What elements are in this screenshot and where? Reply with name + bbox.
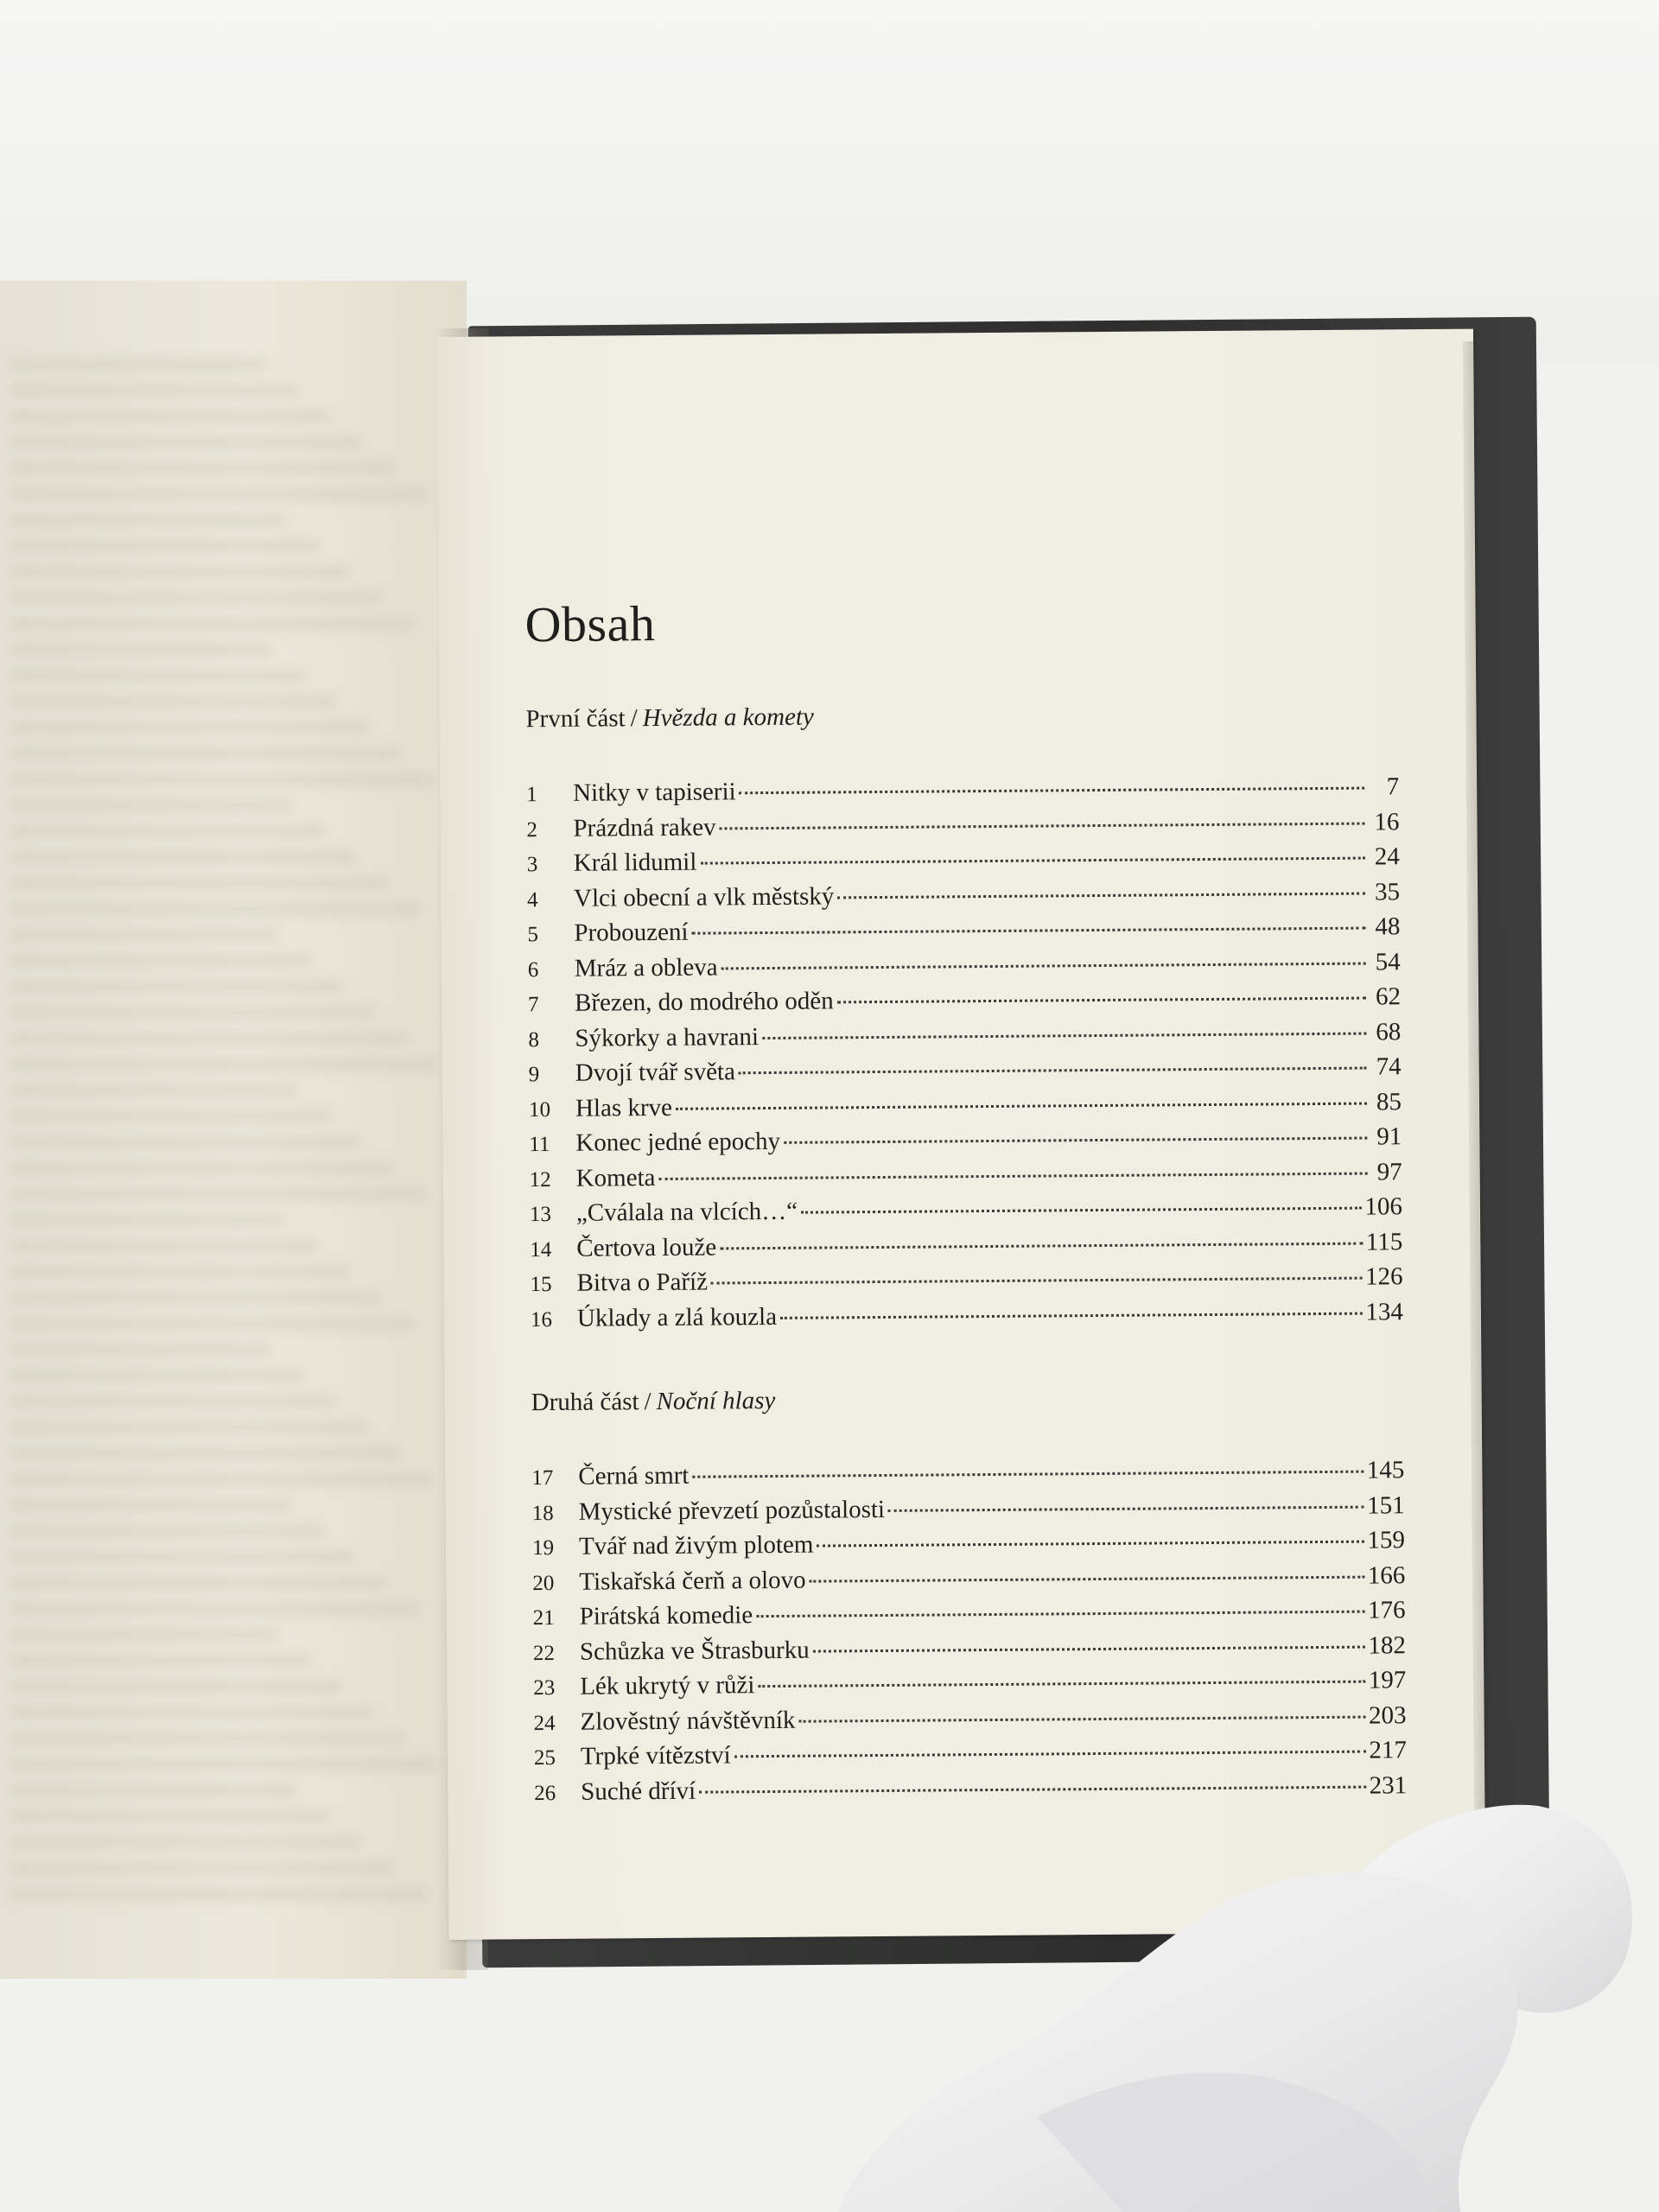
chapter-list [526, 770, 1403, 1337]
blurred-text-line [9, 1084, 299, 1096]
chapter-title: Konec jedné epochy [575, 1127, 781, 1157]
chapter-title: Schůzka ve Štrasburku [579, 1636, 810, 1666]
part-2 [531, 1382, 1408, 1810]
dot-leader [740, 787, 1365, 795]
page-number: 106 [1364, 1192, 1403, 1221]
blurred-text-line [9, 1395, 337, 1408]
chapter-title: Čertova louže [576, 1232, 717, 1262]
blurred-text-line [9, 1681, 343, 1693]
chapter-number: 10 [528, 1097, 551, 1122]
dot-leader [817, 1541, 1363, 1548]
chapter-title: Lék ukrytý v růži [580, 1671, 755, 1700]
blurred-text-line [9, 877, 389, 889]
blurred-text-line [9, 1421, 369, 1433]
chapter-title: Úklady a zlá kouzla [576, 1302, 778, 1332]
page-number: 97 [1376, 1157, 1402, 1185]
blurred-text-line [9, 1758, 439, 1770]
chapter-number: 1 [526, 783, 537, 807]
page-number: 145 [1366, 1456, 1405, 1484]
page-number: 24 [1374, 842, 1400, 871]
blurred-text-line [9, 929, 280, 941]
page-number: 54 [1375, 947, 1401, 976]
toc-entry [531, 1295, 1403, 1337]
right-page [436, 329, 1486, 1940]
blurred-text-line [9, 1499, 292, 1511]
page-number: 197 [1368, 1666, 1407, 1694]
dot-leader [700, 857, 1364, 865]
blurred-text-line [9, 1033, 408, 1045]
chapter-number: 19 [531, 1535, 555, 1560]
dot-leader [888, 1505, 1363, 1511]
chapter-number: 5 [527, 923, 539, 947]
blurred-text-line [9, 410, 332, 423]
dot-leader [720, 822, 1365, 830]
chapter-title: Trpké vítězství [580, 1741, 731, 1770]
page-number: 62 [1375, 982, 1402, 1011]
part-separator: / [630, 704, 638, 733]
part-1 [525, 698, 1403, 1337]
page-number: 176 [1367, 1596, 1406, 1624]
chapter-title: Pirátská komedie [579, 1601, 753, 1630]
blurred-text-line [9, 488, 428, 500]
blurred-text-line [9, 1655, 311, 1667]
blurred-text-line [9, 903, 421, 915]
chapter-number: 17 [531, 1465, 554, 1491]
blurred-text-line [9, 1836, 362, 1848]
blurred-text-line [9, 1162, 395, 1174]
chapter-number: 13 [529, 1202, 552, 1227]
page-number: 68 [1376, 1017, 1402, 1046]
blurred-text-line [9, 1058, 440, 1071]
part-subtitle: Hvězda a komety [642, 702, 814, 733]
chapter-number: 12 [529, 1167, 551, 1192]
blurred-text-line [9, 1732, 407, 1745]
dot-leader [711, 1277, 1362, 1285]
dot-leader [720, 1242, 1363, 1249]
blurred-text-line [9, 981, 344, 993]
blurred-text-line [9, 1577, 388, 1589]
blurred-text-line [9, 1603, 420, 1615]
chapter-number: 24 [533, 1711, 556, 1735]
chapter-title: Hlas krve [575, 1093, 673, 1122]
chapter-title: Tvář nad živým plotem [578, 1530, 814, 1560]
blurred-text-line [9, 385, 300, 397]
dot-leader [837, 892, 1365, 899]
dot-leader [699, 1785, 1366, 1793]
chapter-number: 25 [533, 1745, 556, 1770]
part-label: První část [525, 704, 626, 734]
chapter-title: Březen, do modrého oděn [574, 987, 834, 1017]
dot-leader [721, 962, 1366, 969]
dot-leader [658, 1172, 1367, 1179]
chapter-number: 26 [534, 1781, 556, 1805]
chapter-number: 9 [528, 1063, 540, 1087]
blurred-text-line [9, 696, 338, 708]
chapter-title: Kometa [575, 1163, 656, 1192]
blurred-text-line [9, 644, 274, 656]
chapter-title: Dvojí tvář světa [575, 1058, 736, 1087]
dot-leader [756, 1611, 1364, 1618]
blurred-text-line [9, 436, 364, 448]
dot-leader [813, 1645, 1365, 1652]
chapter-title: Král lidumil [573, 848, 697, 877]
blurred-text-line [9, 1888, 426, 1900]
part-heading [531, 1382, 1404, 1417]
blurred-text-line [9, 1370, 305, 1382]
blurred-text-line [9, 721, 370, 734]
chapter-number: 7 [527, 993, 539, 1017]
page-number: 182 [1368, 1630, 1407, 1660]
blurred-text-line [9, 462, 396, 474]
dot-leader [676, 1102, 1367, 1109]
chapter-number: 2 [526, 817, 538, 842]
blurred-text-line [9, 1318, 414, 1330]
blurred-text-line [9, 540, 319, 552]
blurred-text-line [9, 1188, 427, 1200]
chapter-title: Sýkorky a havrani [575, 1022, 760, 1052]
part-heading [525, 698, 1398, 734]
blurred-text-line [9, 1447, 401, 1459]
chapter-number: 6 [527, 957, 539, 982]
chapter-title: Mráz a obleva [574, 952, 718, 982]
dot-leader [758, 1681, 1364, 1688]
blurred-text-line [9, 1136, 363, 1148]
blurred-text-line [9, 1525, 324, 1537]
part-subtitle: Noční hlasy [656, 1386, 776, 1416]
dot-leader [739, 1067, 1367, 1075]
page-number: 74 [1376, 1052, 1402, 1081]
blurred-text-line [9, 1007, 376, 1019]
blurred-text-line [9, 851, 357, 863]
chapter-number: 20 [532, 1571, 555, 1595]
dot-leader [837, 997, 1366, 1004]
blurred-text-line [9, 747, 402, 760]
chapter-title: Zlověstný návštěvník [580, 1706, 796, 1736]
toc-entry [534, 1769, 1407, 1810]
chapter-number: 11 [529, 1132, 550, 1157]
blurred-text-line [9, 1110, 331, 1122]
dot-leader [780, 1312, 1362, 1319]
table-of-contents [524, 588, 1407, 1862]
blurred-text-line [9, 1473, 433, 1485]
chapter-number: 14 [530, 1237, 552, 1262]
page-number: 217 [1369, 1736, 1408, 1764]
blurred-text-line [9, 1629, 279, 1641]
blurred-text-line [9, 592, 383, 604]
dot-leader [762, 1032, 1366, 1039]
dot-leader [798, 1715, 1365, 1722]
chapter-title: Vlci obecní a vlk městský [573, 881, 835, 912]
blurred-text-line [9, 1810, 330, 1822]
page-number: 231 [1369, 1770, 1408, 1800]
blurred-text-line [9, 1551, 356, 1563]
dot-leader [734, 1751, 1366, 1758]
blurred-text-line [9, 1214, 286, 1226]
blurred-text-line [9, 566, 351, 578]
dot-leader [784, 1137, 1367, 1144]
blurred-text-line [9, 825, 325, 837]
blurred-text-line [9, 955, 312, 967]
page-number: 115 [1365, 1227, 1403, 1256]
page-number: 16 [1374, 807, 1400, 836]
blurred-text-line [9, 773, 434, 785]
page-number: 48 [1375, 912, 1401, 941]
chapter-title: „Cválala na vlcích…“ [575, 1197, 798, 1227]
blurred-text-line [9, 618, 415, 630]
chapter-title: Mystické převzetí pozůstalosti [578, 1495, 886, 1526]
chapter-number: 3 [526, 853, 538, 877]
chapter-number: 4 [527, 887, 538, 912]
blurred-text-line [9, 670, 306, 682]
page-number: 85 [1376, 1087, 1402, 1116]
chapter-title: Tiskařská čerň a olovo [579, 1566, 806, 1596]
blurred-text-line [9, 514, 287, 526]
chapter-title: Suché dříví [581, 1777, 696, 1806]
page-number: 159 [1367, 1526, 1406, 1554]
part-separator: / [644, 1388, 652, 1416]
blurred-text-line [9, 1266, 350, 1278]
blurred-text-line [9, 1292, 382, 1304]
chapter-number: 15 [530, 1272, 552, 1297]
blurred-text-line [9, 1344, 273, 1356]
page-number: 203 [1368, 1700, 1407, 1730]
page-number: 35 [1374, 877, 1401, 906]
page-number: 166 [1367, 1560, 1406, 1590]
chapter-list [531, 1453, 1407, 1810]
chapter-number: 21 [532, 1605, 555, 1630]
dot-leader [692, 1471, 1363, 1478]
chapter-title: Prázdná rakev [573, 812, 716, 842]
left-page-blurred [0, 281, 467, 1979]
glove-shadow [1037, 2073, 1434, 2212]
page-number: 7 [1386, 772, 1400, 801]
dot-leader [810, 1575, 1364, 1582]
chapter-number: 8 [528, 1027, 539, 1052]
chapter-number: 18 [531, 1501, 554, 1525]
chapter-title: Probouzení [574, 918, 689, 947]
blurred-text-line [9, 1707, 375, 1719]
page-number: 134 [1365, 1297, 1404, 1326]
chapter-title: Černá smrt [578, 1461, 690, 1491]
chapter-number: 16 [530, 1307, 553, 1332]
blurred-text-line [9, 799, 293, 811]
blurred-text-line [9, 1240, 318, 1252]
chapter-title: Bitva o Paříž [576, 1268, 709, 1297]
chapter-number: 23 [533, 1675, 556, 1700]
dot-leader [801, 1207, 1361, 1214]
blurred-text-line [9, 1784, 298, 1796]
chapter-title: Nitky v tapiserii [573, 778, 736, 807]
dot-leader [692, 927, 1366, 935]
part-label: Druhá část [531, 1388, 639, 1417]
toc-heading: Obsah [524, 595, 656, 653]
blurred-text-line [9, 359, 268, 371]
page-number: 91 [1376, 1122, 1402, 1151]
chapter-number: 22 [532, 1641, 556, 1665]
page-number: 151 [1367, 1491, 1405, 1520]
blurred-text-line [9, 1862, 394, 1874]
page-number: 126 [1364, 1262, 1403, 1291]
